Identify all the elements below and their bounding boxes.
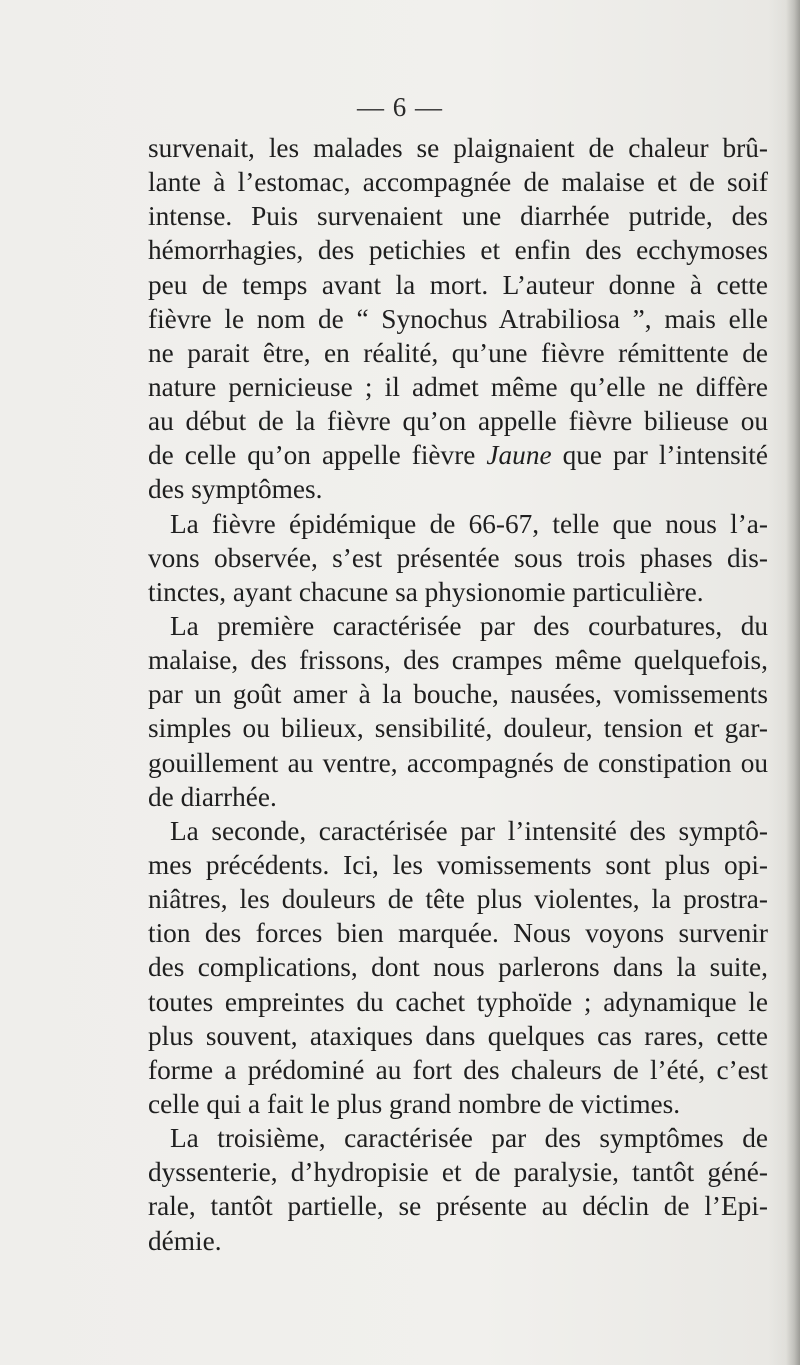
text-line — [148, 131, 768, 165]
text-line — [148, 370, 768, 404]
text-line — [148, 711, 768, 745]
text-line — [148, 1121, 768, 1155]
text-line-content: fièvre le nom de “ Synochus Atrabiliosa ”, mais elle — [148, 303, 768, 334]
text-line — [148, 541, 768, 575]
text-line-content: peu de temps avant la mort. L’auteur donne à cette — [148, 269, 768, 300]
body-text — [148, 131, 768, 1258]
text-line-content: des complications, dont nous parlerons dans la suite, — [148, 952, 768, 983]
text-line-content: dyssenterie, d’hydropisie et de paralysie, tantôt géné- — [148, 1157, 768, 1188]
text-line-content: La première caractérisée par des courbatures, du — [170, 610, 768, 641]
text-line — [148, 1189, 768, 1223]
text-line-content: forme a prédominé au fort des chaleurs de l’été, c’est — [148, 1054, 768, 1085]
text-line — [148, 1155, 768, 1189]
text-line — [148, 1053, 768, 1087]
text-line-content: survenait, les malades se plaignaient de chaleur brû- — [148, 133, 768, 163]
text-line — [148, 814, 768, 848]
text-line — [148, 882, 768, 916]
text-line-content: hémorrhagies, des petichies et enfin des ecchymoses — [148, 235, 768, 266]
text-line-content: par un goût amer à la bouche, nausées, vomissements — [148, 679, 768, 710]
text-line — [148, 268, 768, 302]
text-line-content: simples ou bilieux, sensibilité, douleur, tension et gar- — [148, 713, 768, 744]
text-line — [148, 1087, 768, 1121]
text-line — [148, 643, 768, 677]
text-line — [148, 746, 768, 780]
text-line-content: toutes empreintes du cachet typhoïde ; adynamique le — [148, 986, 768, 1017]
text-line-content: intense. Puis survenaient une diarrhée putride, des — [148, 201, 768, 232]
text-line — [148, 1019, 768, 1053]
text-line — [148, 472, 768, 506]
text-line — [148, 916, 768, 950]
text-line-content: La fièvre épidémique de 66-67, telle que nous l’a- — [170, 508, 768, 539]
text-line — [148, 199, 768, 233]
text-line — [148, 985, 768, 1019]
text-line — [148, 848, 768, 882]
text-line-content: de celle qu’on appelle fièvre — [148, 440, 476, 471]
text-line — [148, 233, 768, 267]
text-line — [148, 780, 768, 814]
text-line — [148, 609, 768, 643]
text-line-content: au début de la fièvre qu’on appelle fièvre bilieuse ou — [148, 406, 768, 437]
text-line-content: plus souvent, ataxiques dans quelques cas rares, cette — [148, 1020, 768, 1051]
text-line-content: mes précédents. Ici, les vomissements sont plus opi- — [148, 849, 768, 880]
text-line — [148, 507, 768, 541]
text-line — [148, 438, 768, 472]
text-line — [148, 165, 768, 199]
page-edge-shadow — [786, 0, 800, 1365]
text-line-content: niâtres, les douleurs de tête plus violentes, la prostra- — [148, 884, 768, 915]
text-line-content: démie. — [148, 1225, 222, 1256]
text-line — [148, 677, 768, 711]
text-line-content: La troisième, caractérisée par des symptômes de — [170, 1123, 768, 1154]
text-line — [148, 575, 768, 609]
text-line-content: La seconde, caractérisée par l’intensité des symptô- — [170, 815, 768, 846]
text-line — [148, 1224, 768, 1258]
text-line-content: lante à l’estomac, accompagnée de malaise et de soif — [148, 167, 768, 198]
page-number: — 6 — — [357, 92, 443, 122]
text-line-content-after: que par l’intensité — [562, 440, 769, 471]
text-line-content: tion des forces bien marquée. Nous voyons survenir — [148, 918, 768, 949]
text-line — [148, 336, 768, 370]
text-line-content: ne parait être, en réalité, qu’une fièvre rémittente de — [148, 337, 768, 368]
text-line-content: malaise, des frissons, des crampes même quelquefois, — [148, 645, 768, 676]
italic-word: Jaune — [486, 440, 552, 471]
text-line-content: rale, tantôt partielle, se présente au déclin de l’Epi- — [148, 1191, 768, 1222]
text-line-content: vons observée, s’est présentée sous trois phases dis- — [148, 542, 768, 573]
text-line — [148, 404, 768, 438]
text-line — [148, 950, 768, 984]
text-line-content: de diarrhée. — [148, 781, 277, 812]
text-line — [148, 302, 768, 336]
text-line-content: tinctes, ayant chacune sa physionomie particulière. — [148, 576, 704, 607]
text-line-content: nature pernicieuse ; il admet même qu’elle ne diffère — [148, 371, 768, 402]
text-line-content: celle qui a fait le plus grand nombre de victimes. — [148, 1088, 681, 1119]
text-line-content: gouillement au ventre, accompagnés de constipation ou — [148, 747, 768, 778]
text-line-content: des symptômes. — [148, 474, 323, 505]
